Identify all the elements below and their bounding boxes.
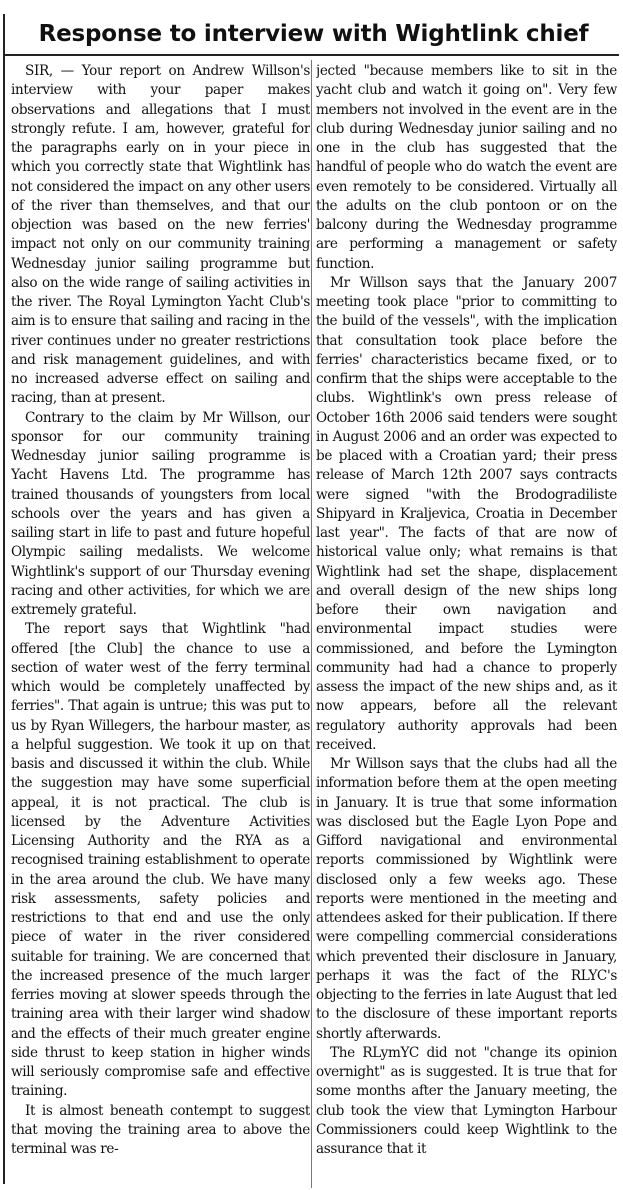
- headline-divider: [3, 54, 619, 56]
- column-divider: [311, 60, 312, 1188]
- paragraph: Mr Willson says that the January 2007 meeting took place "prior to committing to the build of the vessels", with the implication that consultation took place before the ferries' characteristics became fixed, or to confirm that the ships were acceptable to the clubs. Wightlink's own press release of October 16th 2006 said tenders were sought in August 2006 and an order was expected to be placed with a Croatian yard; their press release of March 12th 2007 says contracts were signed "with the Brodogradiliste Shipyard in Kraljevica, Croatia in December last year". The facts of that are now of historical value only; what remains is that Wightlink had set the shape, displacement and overall design of the new ships long before their own navigation and environmental impact studies were commissioned, and before the Lymington community had had a chance to properly assess the impact of the new ships and, as it now appears, before all the relevant regulatory authority approvals had been received.: [316, 274, 617, 753]
- paragraph: Mr Willson says that the clubs had all the information before them at the open meeting in January. It is true that some information was disclosed but the Eagle Lyon Pope and Gifford navigational and environmental reports commissioned by Wightlink were disclosed only a few weeks ago. These reports were mentioned in the meeting and attendees asked for their publication. If there were compelling commercial considerations which prevented their disclosure in January, perhaps it was the fact of the RLYC's objecting to the ferries in late August that led to the disclosure of these important reports shortly afterwards.: [316, 756, 617, 1042]
- article-column-1: [11, 62, 310, 1187]
- headline: Response to interview with Wightlink chief: [38, 21, 589, 47]
- paragraph: It is almost beneath contempt to suggest that moving the training area to above the terminal was re-: [11, 1102, 310, 1157]
- left-border-rule: [3, 14, 5, 1184]
- paragraph: Contrary to the claim by Mr Willson, our sponsor for our community training Wednesday junior sailing programme is Yacht Havens Ltd. The programme has trained thousands of youngsters from local schools over the years and has given a sailing start in life to past and future hopeful Olympic sailing medalists. We welcome Wightlink's support of our Thursday evening racing and other activities, for which we are extremely grateful.: [11, 409, 310, 618]
- paragraph-continued: jected "because members like to sit in the yacht club and watch it going on". Very few members not involved in the event are in the club during Wednesday junior sailing and no one in the club has suggested that the handful of people who do watch the event are even remotely to be considered. Virtually all the adults on the club pontoon or on the balcony during the Wednesday programme are performing a management or safety function.: [316, 63, 617, 272]
- paragraph: The report says that Wightlink "had offered [the Club] the chance to use a section of water west of the ferry terminal which would be completely unaffected by ferries". That again is untrue; this was put to us by Ryan Willegers, the harbour master, as a helpful suggestion. We took it up on that basis and discussed it within the club. While the suggestion may have some superficial appeal, it is not practical. The club is licensed by the Adventure Activities Licensing Authority and the RYA as a recognised training establishment to operate in the area around the club. We have many risk assessments, safety policies and restrictions to that end and use the only piece of water in the river considered suitable for training. We are concerned that the increased presence of the much larger ferries moving at slower speeds through the training area with their larger wind shadow and the effects of their much greater engine side thrust to keep station in higher winds will seriously compromise safe and effective training.: [11, 621, 310, 1100]
- paragraph: SIR, — Your report on Andrew Willson's interview with your paper makes observations and allegations that I must strongly refute. I am, however, grateful for the paragraphs early on in your piece in which you correctly state that Wightlink has not considered the impact on any other users of the river than themselves, and that our objection was based on the new ferries' impact not only on our community training Wednesday junior sailing programme but also on the wide range of sailing activities in the river. The Royal Lymington Yacht Club's aim is to ensure that sailing and racing in the river continues under no greater restrictions and risk management guidelines, and with no increased adverse effect on sailing and racing, than at present.: [11, 63, 310, 407]
- article-column-2: [316, 62, 617, 1187]
- paragraph: The RLymYC did not "change its opinion overnight" as is suggested. It is true that for some months after the January meeting, the club took the view that Lymington Harbour Commissioners could keep Wightlink to the assurance that it: [316, 1044, 617, 1157]
